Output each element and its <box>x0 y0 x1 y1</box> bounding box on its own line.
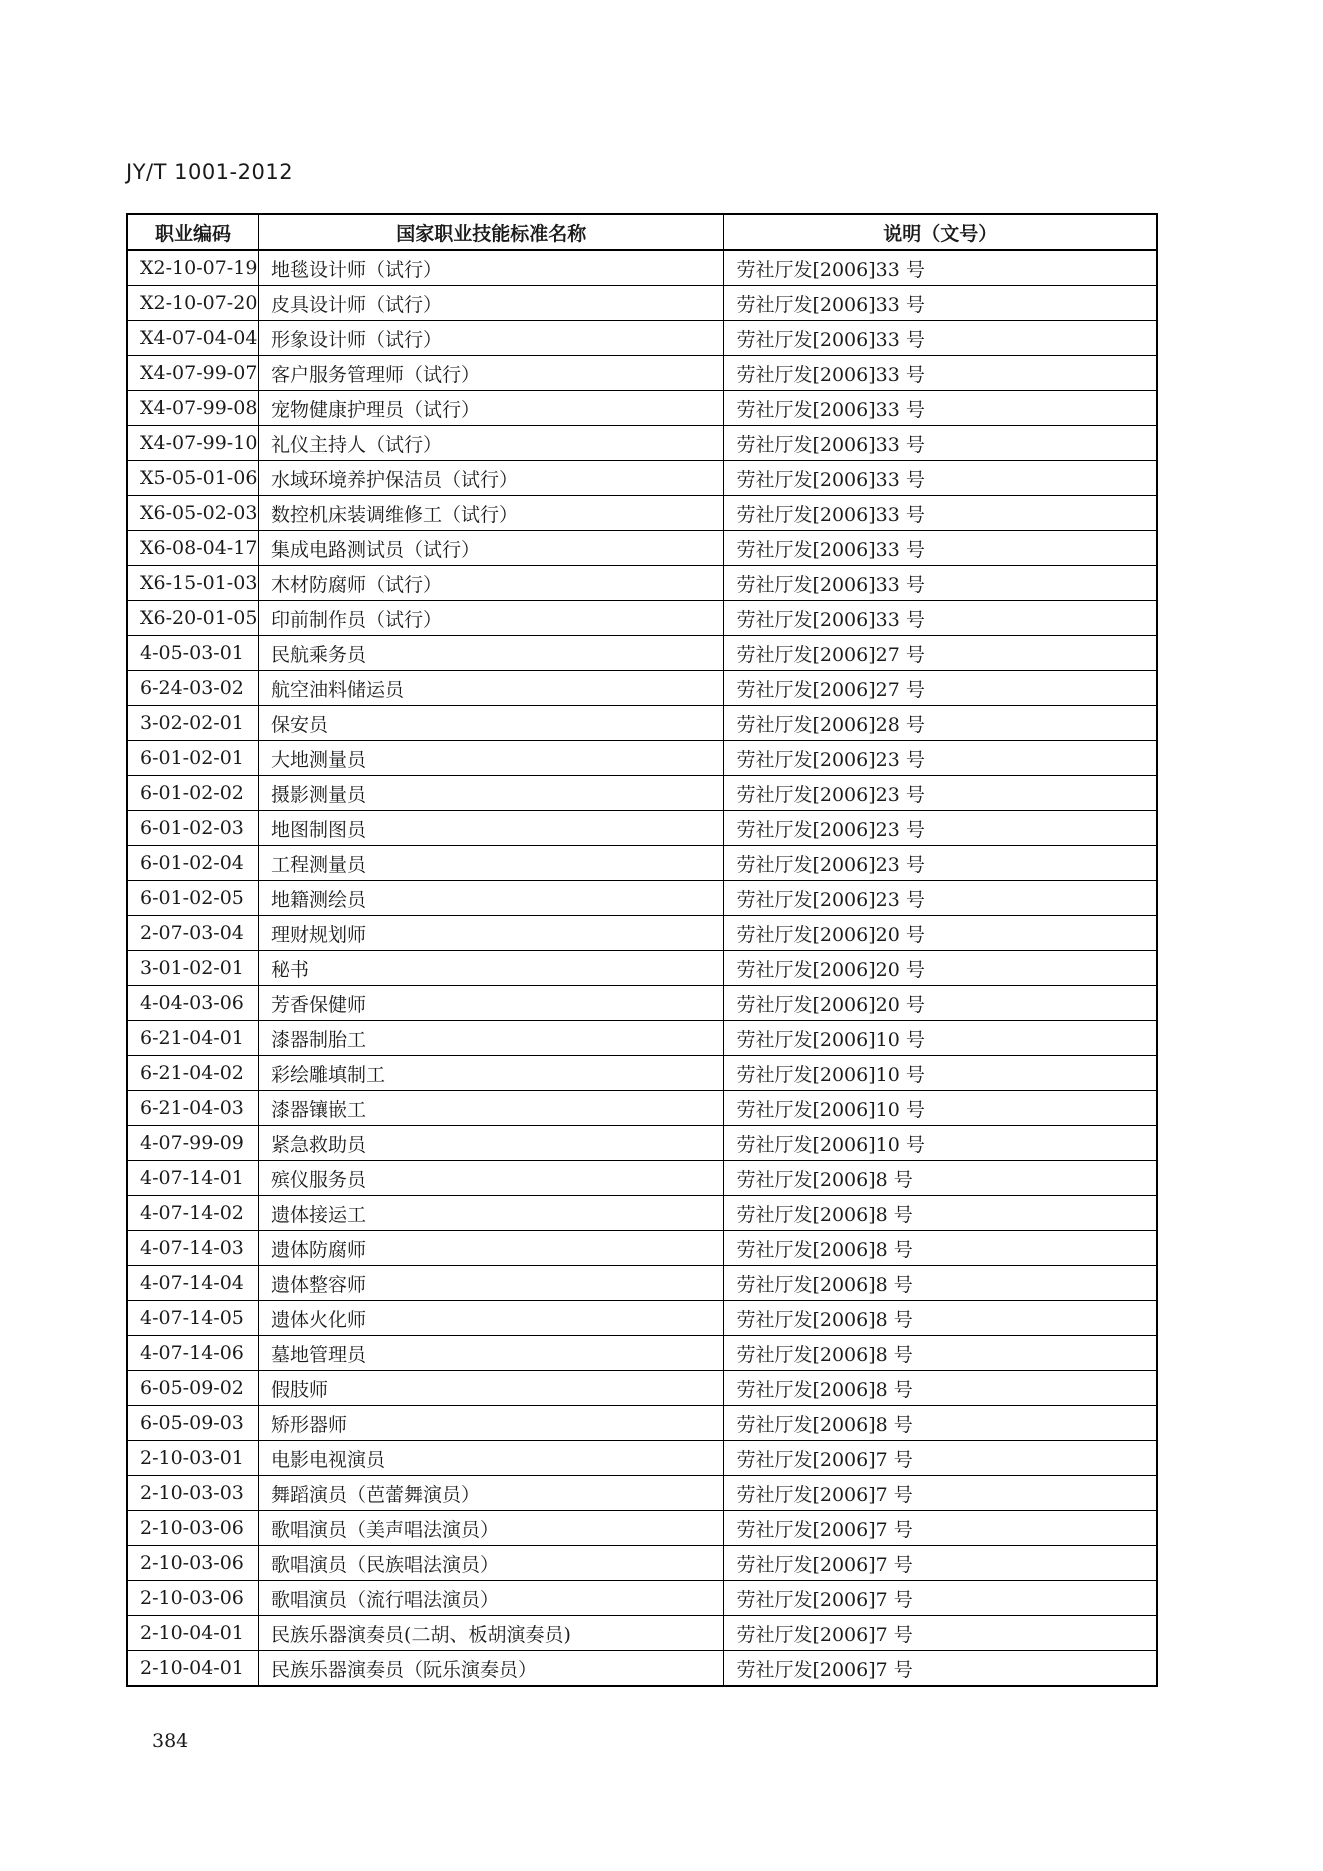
cell-occupation-code: 6-05-09-03 <box>127 1406 259 1441</box>
table-row <box>127 1581 1157 1616</box>
cell-document-number: 劳社厅发[2006]27 号 <box>724 636 1157 671</box>
cell-document-number: 劳社厅发[2006]8 号 <box>724 1196 1157 1231</box>
column-header-code: 职业编码 <box>127 214 259 250</box>
cell-occupation-code: X2-10-07-20 <box>127 286 259 321</box>
table-row <box>127 1301 1157 1336</box>
cell-occupation-code: 4-07-14-02 <box>127 1196 259 1231</box>
cell-occupation-code: 6-01-02-01 <box>127 741 259 776</box>
table-row <box>127 531 1157 566</box>
cell-occupation-code: 2-10-03-01 <box>127 1441 259 1476</box>
cell-document-number: 劳社厅发[2006]7 号 <box>724 1546 1157 1581</box>
cell-occupation-code: X6-15-01-03 <box>127 566 259 601</box>
cell-document-number: 劳社厅发[2006]33 号 <box>724 250 1157 286</box>
cell-standard-name: 墓地管理员 <box>259 1336 724 1371</box>
cell-standard-name: 彩绘雕填制工 <box>259 1056 724 1091</box>
cell-standard-name: 歌唱演员（流行唱法演员） <box>259 1581 724 1616</box>
cell-document-number: 劳社厅发[2006]10 号 <box>724 1091 1157 1126</box>
cell-occupation-code: 3-01-02-01 <box>127 951 259 986</box>
cell-occupation-code: 4-07-14-05 <box>127 1301 259 1336</box>
cell-document-number: 劳社厅发[2006]7 号 <box>724 1476 1157 1511</box>
cell-occupation-code: 2-10-03-06 <box>127 1581 259 1616</box>
cell-standard-name: 遗体火化师 <box>259 1301 724 1336</box>
cell-document-number: 劳社厅发[2006]23 号 <box>724 846 1157 881</box>
cell-occupation-code: 2-10-03-06 <box>127 1511 259 1546</box>
table-row <box>127 1336 1157 1371</box>
cell-occupation-code: 6-05-09-02 <box>127 1371 259 1406</box>
table-row <box>127 1091 1157 1126</box>
cell-document-number: 劳社厅发[2006]20 号 <box>724 986 1157 1021</box>
cell-document-number: 劳社厅发[2006]33 号 <box>724 286 1157 321</box>
cell-occupation-code: 6-01-02-05 <box>127 881 259 916</box>
table-row <box>127 250 1157 286</box>
cell-document-number: 劳社厅发[2006]23 号 <box>724 776 1157 811</box>
cell-occupation-code: X2-10-07-19 <box>127 250 259 286</box>
cell-standard-name: 假肢师 <box>259 1371 724 1406</box>
cell-standard-name: 水域环境养护保洁员（试行） <box>259 461 724 496</box>
cell-standard-name: 理财规划师 <box>259 916 724 951</box>
cell-document-number: 劳社厅发[2006]23 号 <box>724 881 1157 916</box>
table-row <box>127 1371 1157 1406</box>
cell-document-number: 劳社厅发[2006]27 号 <box>724 671 1157 706</box>
cell-occupation-code: 2-07-03-04 <box>127 916 259 951</box>
page-number: 384 <box>152 1730 189 1752</box>
table-row <box>127 776 1157 811</box>
table-row <box>127 1161 1157 1196</box>
cell-occupation-code: X6-08-04-17 <box>127 531 259 566</box>
cell-occupation-code: X4-07-99-10 <box>127 426 259 461</box>
cell-occupation-code: X6-20-01-05 <box>127 601 259 636</box>
table-row <box>127 1441 1157 1476</box>
cell-standard-name: 地籍测绘员 <box>259 881 724 916</box>
cell-standard-name: 航空油料储运员 <box>259 671 724 706</box>
cell-standard-name: 印前制作员（试行） <box>259 601 724 636</box>
table-row <box>127 741 1157 776</box>
cell-document-number: 劳社厅发[2006]7 号 <box>724 1651 1157 1687</box>
cell-document-number: 劳社厅发[2006]20 号 <box>724 951 1157 986</box>
cell-document-number: 劳社厅发[2006]33 号 <box>724 426 1157 461</box>
cell-standard-name: 保安员 <box>259 706 724 741</box>
cell-document-number: 劳社厅发[2006]8 号 <box>724 1161 1157 1196</box>
table-row <box>127 1196 1157 1231</box>
cell-occupation-code: 2-10-03-06 <box>127 1546 259 1581</box>
table-row <box>127 1021 1157 1056</box>
table-row <box>127 1476 1157 1511</box>
cell-standard-name: 大地测量员 <box>259 741 724 776</box>
table-row <box>127 1266 1157 1301</box>
table-row <box>127 566 1157 601</box>
cell-document-number: 劳社厅发[2006]8 号 <box>724 1301 1157 1336</box>
table-row <box>127 321 1157 356</box>
cell-document-number: 劳社厅发[2006]33 号 <box>724 496 1157 531</box>
table-row <box>127 636 1157 671</box>
cell-standard-name: 歌唱演员（美声唱法演员） <box>259 1511 724 1546</box>
cell-document-number: 劳社厅发[2006]8 号 <box>724 1371 1157 1406</box>
cell-occupation-code: X4-07-99-07 <box>127 356 259 391</box>
cell-standard-name: 摄影测量员 <box>259 776 724 811</box>
cell-document-number: 劳社厅发[2006]7 号 <box>724 1441 1157 1476</box>
cell-document-number: 劳社厅发[2006]7 号 <box>724 1616 1157 1651</box>
table-row <box>127 706 1157 741</box>
cell-standard-name: 紧急救助员 <box>259 1126 724 1161</box>
cell-occupation-code: 4-07-99-09 <box>127 1126 259 1161</box>
cell-document-number: 劳社厅发[2006]8 号 <box>724 1231 1157 1266</box>
table-row <box>127 951 1157 986</box>
table-row <box>127 1056 1157 1091</box>
table-row <box>127 916 1157 951</box>
table-row <box>127 356 1157 391</box>
cell-standard-name: 地毯设计师（试行） <box>259 250 724 286</box>
cell-standard-name: 民航乘务员 <box>259 636 724 671</box>
cell-document-number: 劳社厅发[2006]23 号 <box>724 811 1157 846</box>
cell-standard-name: 秘书 <box>259 951 724 986</box>
cell-occupation-code: 4-07-14-01 <box>127 1161 259 1196</box>
table-row <box>127 846 1157 881</box>
cell-occupation-code: 6-01-02-04 <box>127 846 259 881</box>
table-row <box>127 986 1157 1021</box>
table-row <box>127 1616 1157 1651</box>
table-row <box>127 671 1157 706</box>
cell-occupation-code: 4-04-03-06 <box>127 986 259 1021</box>
table-row <box>127 881 1157 916</box>
cell-document-number: 劳社厅发[2006]33 号 <box>724 531 1157 566</box>
table-row <box>127 1126 1157 1161</box>
table-row <box>127 811 1157 846</box>
cell-standard-name: 舞蹈演员（芭蕾舞演员） <box>259 1476 724 1511</box>
cell-occupation-code: X4-07-04-04 <box>127 321 259 356</box>
cell-document-number: 劳社厅发[2006]10 号 <box>724 1056 1157 1091</box>
cell-occupation-code: 2-10-04-01 <box>127 1651 259 1687</box>
table-row <box>127 496 1157 531</box>
cell-occupation-code: X6-05-02-03 <box>127 496 259 531</box>
table-header-row <box>127 214 1157 250</box>
column-header-document-number: 说明（文号） <box>724 214 1157 250</box>
cell-document-number: 劳社厅发[2006]7 号 <box>724 1511 1157 1546</box>
table-row <box>127 1231 1157 1266</box>
cell-document-number: 劳社厅发[2006]33 号 <box>724 566 1157 601</box>
cell-standard-name: 木材防腐师（试行） <box>259 566 724 601</box>
cell-standard-name: 遗体整容师 <box>259 1266 724 1301</box>
cell-standard-name: 电影电视演员 <box>259 1441 724 1476</box>
cell-occupation-code: 4-05-03-01 <box>127 636 259 671</box>
cell-document-number: 劳社厅发[2006]23 号 <box>724 741 1157 776</box>
cell-standard-name: 客户服务管理师（试行） <box>259 356 724 391</box>
cell-occupation-code: 4-07-14-06 <box>127 1336 259 1371</box>
table-row <box>127 1546 1157 1581</box>
cell-occupation-code: 4-07-14-03 <box>127 1231 259 1266</box>
table-row <box>127 286 1157 321</box>
cell-document-number: 劳社厅发[2006]33 号 <box>724 461 1157 496</box>
cell-standard-name: 漆器制胎工 <box>259 1021 724 1056</box>
cell-occupation-code: 3-02-02-01 <box>127 706 259 741</box>
cell-standard-name: 遗体防腐师 <box>259 1231 724 1266</box>
cell-occupation-code: 2-10-04-01 <box>127 1616 259 1651</box>
table-row <box>127 1406 1157 1441</box>
cell-standard-name: 矫形器师 <box>259 1406 724 1441</box>
cell-document-number: 劳社厅发[2006]33 号 <box>724 321 1157 356</box>
cell-standard-name: 芳香保健师 <box>259 986 724 1021</box>
table-row <box>127 391 1157 426</box>
cell-occupation-code: 6-21-04-03 <box>127 1091 259 1126</box>
cell-occupation-code: 6-21-04-02 <box>127 1056 259 1091</box>
cell-occupation-code: 4-07-14-04 <box>127 1266 259 1301</box>
cell-standard-name: 地图制图员 <box>259 811 724 846</box>
cell-standard-name: 礼仪主持人（试行） <box>259 426 724 461</box>
table-row <box>127 601 1157 636</box>
cell-standard-name: 遗体接运工 <box>259 1196 724 1231</box>
table-body <box>127 250 1157 1686</box>
cell-document-number: 劳社厅发[2006]10 号 <box>724 1126 1157 1161</box>
cell-standard-name: 民族乐器演奏员（阮乐演奏员） <box>259 1651 724 1687</box>
table-row <box>127 426 1157 461</box>
column-header-standard-name: 国家职业技能标准名称 <box>259 214 724 250</box>
document-code: JY/T 1001-2012 <box>126 160 294 184</box>
cell-standard-name: 形象设计师（试行） <box>259 321 724 356</box>
cell-occupation-code: 6-01-02-03 <box>127 811 259 846</box>
cell-document-number: 劳社厅发[2006]8 号 <box>724 1266 1157 1301</box>
cell-document-number: 劳社厅发[2006]33 号 <box>724 601 1157 636</box>
cell-document-number: 劳社厅发[2006]10 号 <box>724 1021 1157 1056</box>
cell-occupation-code: 6-24-03-02 <box>127 671 259 706</box>
cell-standard-name: 漆器镶嵌工 <box>259 1091 724 1126</box>
cell-standard-name: 歌唱演员（民族唱法演员） <box>259 1546 724 1581</box>
cell-document-number: 劳社厅发[2006]33 号 <box>724 356 1157 391</box>
cell-standard-name: 宠物健康护理员（试行） <box>259 391 724 426</box>
cell-occupation-code: X5-05-01-06 <box>127 461 259 496</box>
cell-standard-name: 工程测量员 <box>259 846 724 881</box>
table-row <box>127 461 1157 496</box>
cell-occupation-code: 2-10-03-03 <box>127 1476 259 1511</box>
cell-document-number: 劳社厅发[2006]8 号 <box>724 1336 1157 1371</box>
cell-standard-name: 集成电路测试员（试行） <box>259 531 724 566</box>
occupational-standards-table <box>126 213 1158 1687</box>
table-row <box>127 1651 1157 1687</box>
cell-occupation-code: 6-01-02-02 <box>127 776 259 811</box>
cell-document-number: 劳社厅发[2006]20 号 <box>724 916 1157 951</box>
cell-occupation-code: X4-07-99-08 <box>127 391 259 426</box>
cell-standard-name: 皮具设计师（试行） <box>259 286 724 321</box>
table-row <box>127 1511 1157 1546</box>
cell-standard-name: 殡仪服务员 <box>259 1161 724 1196</box>
cell-document-number: 劳社厅发[2006]7 号 <box>724 1581 1157 1616</box>
cell-standard-name: 数控机床装调维修工（试行） <box>259 496 724 531</box>
cell-document-number: 劳社厅发[2006]33 号 <box>724 391 1157 426</box>
cell-document-number: 劳社厅发[2006]8 号 <box>724 1406 1157 1441</box>
cell-occupation-code: 6-21-04-01 <box>127 1021 259 1056</box>
cell-document-number: 劳社厅发[2006]28 号 <box>724 706 1157 741</box>
cell-standard-name: 民族乐器演奏员(二胡、板胡演奏员) <box>259 1616 724 1651</box>
